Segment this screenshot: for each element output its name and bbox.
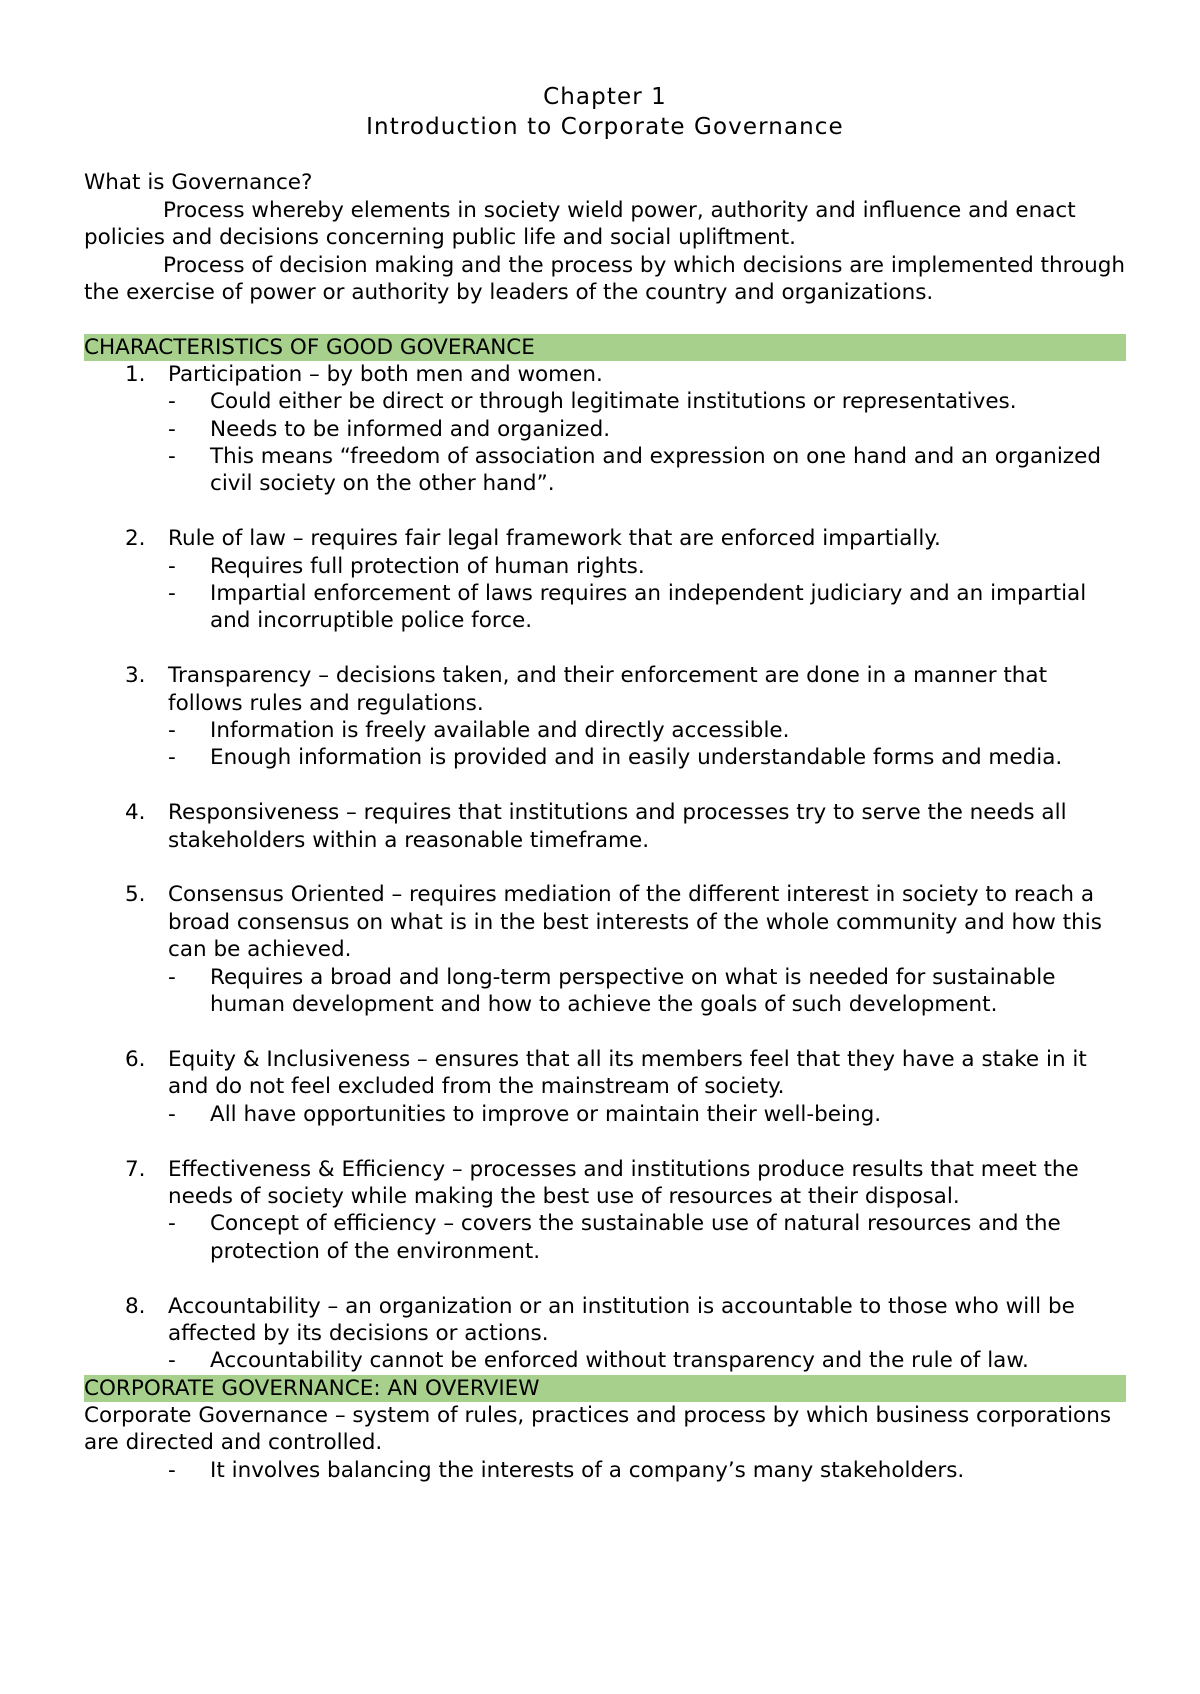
overview-sub-list (84, 1457, 1126, 1484)
sub-point-text: Could either be direct or through legitimate institutions or representatives. (210, 389, 1017, 415)
sub-point-text: Requires a broad and long-term perspective on what is needed for sustainable human development and how to achieve the goals of such development. (210, 964, 1056, 1018)
governance-definition-1: Process whereby elements in society wield power, authority and influence and enact policies and decisions concerning public life and social upliftment. (84, 197, 1076, 251)
dash-bullet: - (168, 964, 176, 990)
overview-heading: CORPORATE GOVERNANCE: AN OVERVIEW (84, 1375, 1126, 1402)
sub-point-text: Accountability cannot be enforced without transparency and the rule of law. (210, 1348, 1029, 1374)
characteristics-list (84, 361, 1126, 1375)
document-page (84, 82, 1126, 1484)
sub-point-text: Impartial enforcement of laws requires an independent judiciary and an impartial and incorruptible police force. (210, 581, 1087, 634)
characteristic-item (84, 361, 1126, 498)
item-text: Transparency – decisions taken, and their enforcement are done in a manner that follows rules and regulations. (168, 663, 1048, 716)
sub-point (168, 717, 1126, 744)
sub-point-list (168, 1210, 1126, 1265)
characteristic-item (84, 799, 1126, 854)
item-number: 3. (125, 663, 146, 689)
item-number: 2. (125, 526, 146, 552)
item-text: Responsiveness – requires that institutions and processes try to serve the needs all stakeholders within a reasonable timeframe. (168, 800, 1067, 853)
dash-bullet: - (168, 581, 176, 607)
sub-point (168, 388, 1126, 415)
dash-bullet: - (168, 553, 176, 579)
page-title: Introduction to Corporate Governance (366, 114, 844, 140)
characteristic-item (84, 525, 1126, 635)
sub-point-text: Requires full protection of human rights. (210, 553, 645, 579)
sub-point (84, 1457, 1126, 1484)
sub-point-list (168, 717, 1126, 772)
sub-point-text: All have opportunities to improve or maintain their well-being. (210, 1101, 882, 1127)
dash-bullet: - (168, 416, 176, 442)
sub-point (168, 580, 1126, 635)
sub-point-text: Information is freely available and directly accessible. (210, 718, 790, 744)
sub-point-list (168, 388, 1126, 498)
spacer (84, 498, 1126, 525)
sub-point-list (168, 964, 1126, 1019)
governance-question: What is Governance? (84, 170, 313, 196)
characteristic-item (84, 662, 1126, 772)
characteristic-item (84, 1046, 1126, 1128)
dash-bullet: - (168, 1101, 176, 1127)
spacer (84, 1265, 1126, 1292)
item-text: Rule of law – requires fair legal framework that are enforced impartially. (168, 526, 941, 552)
item-text: Equity & Inclusiveness – ensures that all its members feel that they have a stake in it and do not feel excluded from the mainstream of society. (168, 1046, 1087, 1100)
item-number: 1. (125, 361, 146, 387)
sub-point-text: Needs to be informed and organized. (210, 416, 611, 442)
sub-point-text: It involves balancing the interests of a company’s many stakeholders. (210, 1457, 965, 1483)
sub-point-list (168, 553, 1126, 635)
governance-definition-2: Process of decision making and the process by which decisions are implemented through the exercise of power or authority by leaders of the country and organizations. (84, 252, 1126, 306)
item-text: Effectiveness & Efficiency – processes and institutions produce results that meet the needs of society while making the best use of resources at their disposal. (168, 1156, 1079, 1209)
characteristic-item (84, 1293, 1126, 1375)
sub-point-list (168, 1101, 1126, 1128)
dash-bullet: - (168, 1348, 176, 1374)
item-number: 4. (125, 800, 146, 826)
spacer (84, 854, 1126, 881)
spacer (84, 635, 1126, 662)
sub-point (168, 1347, 1126, 1374)
dash-bullet: - (168, 444, 176, 470)
sub-point (168, 744, 1126, 771)
sub-point (168, 553, 1126, 580)
dash-bullet: - (168, 745, 176, 771)
item-text: Accountability – an organization or an institution is accountable to those who will be affected by its decisions or actions. (168, 1293, 1075, 1346)
item-number: 5. (125, 882, 146, 908)
sub-point-text: Concept of efficiency – covers the sustainable use of natural resources and the protection of the environment. (210, 1211, 1061, 1264)
spacer (84, 772, 1126, 799)
characteristic-item (84, 1156, 1126, 1266)
dash-bullet: - (168, 1211, 176, 1237)
sub-point (168, 416, 1126, 443)
sub-point (168, 1210, 1126, 1265)
item-number: 6. (125, 1046, 146, 1072)
sub-point-list (168, 1347, 1126, 1374)
chapter-label: Chapter 1 (543, 84, 667, 110)
sub-point (168, 1101, 1126, 1128)
sub-point (168, 443, 1126, 498)
dash-bullet: - (168, 1457, 176, 1483)
sub-point-text: Enough information is provided and in easily understandable forms and media. (210, 745, 1063, 771)
item-number: 7. (125, 1156, 146, 1182)
characteristic-item (84, 881, 1126, 1018)
dash-bullet: - (168, 718, 176, 744)
spacer (84, 142, 1126, 169)
characteristics-heading: CHARACTERISTICS OF GOOD GOVERANCE (84, 334, 1126, 361)
spacer (84, 306, 1126, 333)
overview-definition: Corporate Governance – system of rules, practices and process by which business corporations are directed and controlled. (84, 1402, 1112, 1456)
item-text: Consensus Oriented – requires mediation of the different interest in society to reach a broad consensus on what is in the best interests of the whole community and how this can be achieved. (168, 882, 1102, 963)
spacer (84, 1019, 1126, 1046)
sub-point (168, 964, 1126, 1019)
sub-point-text: This means “freedom of association and expression on one hand and an organized civil society on the other hand”. (210, 444, 1101, 497)
item-text: Participation – by both men and women. (168, 361, 603, 387)
item-number: 8. (125, 1293, 146, 1319)
dash-bullet: - (168, 389, 176, 415)
spacer (84, 1128, 1126, 1155)
